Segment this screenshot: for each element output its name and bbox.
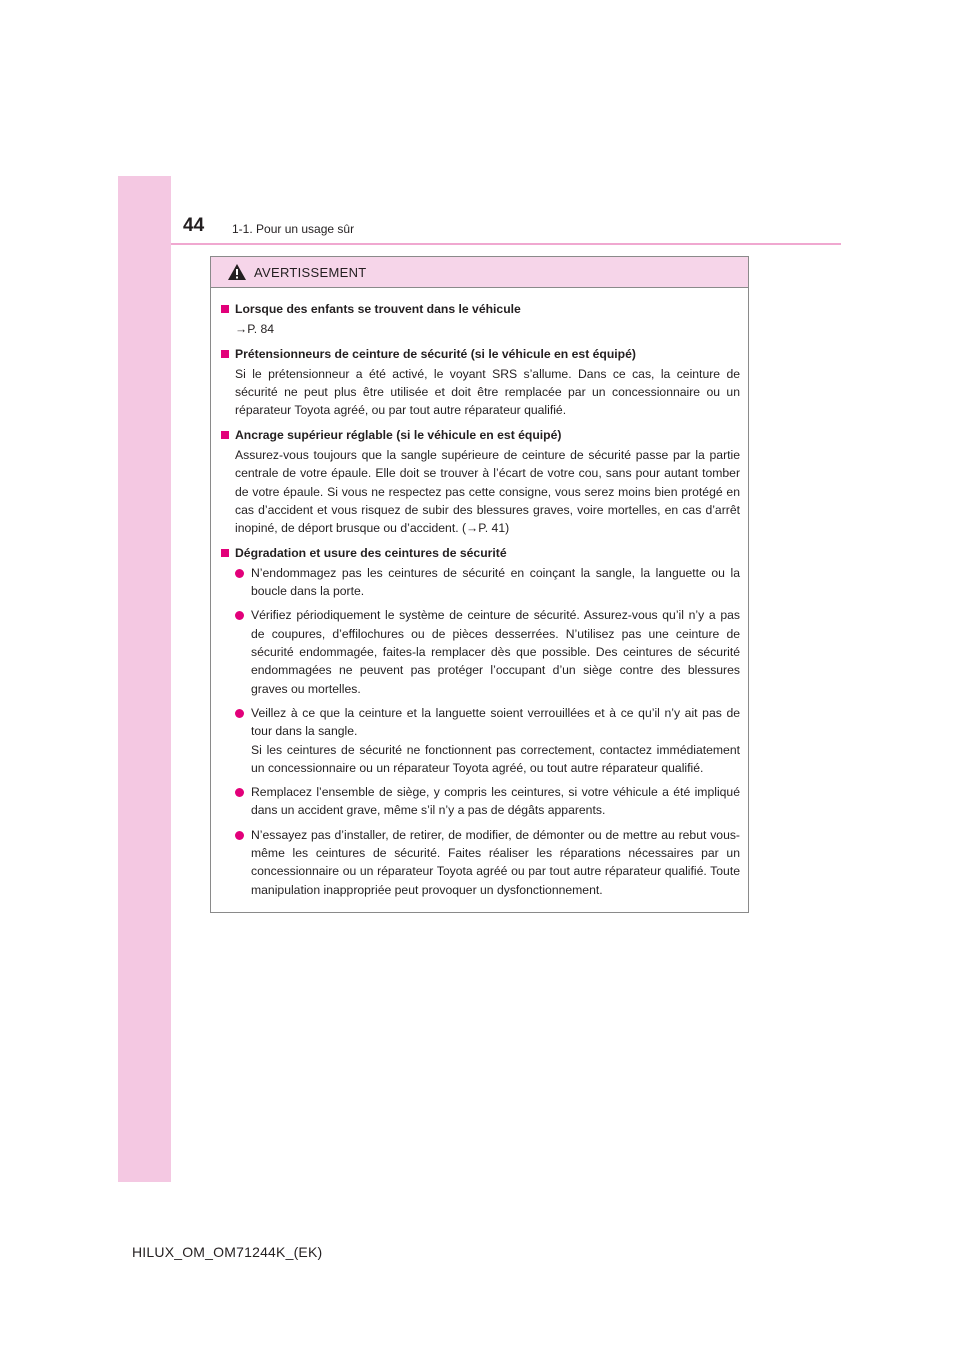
warning-box (210, 256, 749, 913)
bullet-item: Remplacez l’ensemble de siège, y compris les ceintures, si votre véhicule a été impliqué dans un accident grave, même s’il n’y a pas de dégâts apparents. (219, 783, 740, 820)
page-reference: →P. 84 (235, 322, 275, 337)
square-bullet-icon (221, 350, 229, 358)
warning-body (211, 288, 748, 899)
page-number: 44 (183, 215, 205, 236)
square-bullet-icon (221, 549, 229, 557)
square-bullet-icon (221, 305, 229, 313)
header-rule (171, 243, 841, 245)
side-color-strip (118, 176, 171, 1182)
square-bullet-icon (221, 431, 229, 439)
round-bullet-icon (235, 709, 244, 718)
section-heading: Lorsque des enfants se trouvent dans le véhicule (219, 300, 740, 318)
warning-title: AVERTISSEMENT (254, 265, 367, 280)
bullet-item: Vérifiez périodiquement le système de ceinture de sécurité. Assurez-vous qu’il n’y a pas de coupures, d’effilochures ou de pièces desserrées. N’utilisez pas une ceinture de sécurité endommagée, faites-la remplacer dès que possible. Des ceintures de sécurité endommagées ne peuvent pas protéger l’occupant d’un siège contre des blessures graves ou mortelles. (219, 606, 740, 697)
section-text: Si le prétensionneur a été activé, le voyant SRS s’allume. Dans ce cas, la ceinture de sécurité ne peut plus être utilisée et doit être remplacée par un concessionnaire ou un réparateur Toyota agréé, ou par tout autre réparateur qualifié. (235, 366, 740, 418)
round-bullet-icon (235, 831, 244, 840)
section-text: Assurez-vous toujours que la sangle supérieure de ceinture de sécurité passe par la partie centrale de votre épaule. Elle doit se trouver à l’écart de votre cou, sans pour autant tomber de votre épaule. Si vous ne respectez pas cette consigne, vous serez moins bien protégé en cas d’accident et vous risquez de subir des blessures graves, voire mortelles, en cas d’arrêt inopiné, de déport brusque ou d’accident. (→P. 41) (235, 448, 740, 536)
section-heading: Prétensionneurs de ceinture de sécurité (si le véhicule en est équipé) (219, 345, 740, 363)
round-bullet-icon (235, 611, 244, 620)
section-heading: Ancrage supérieur réglable (si le véhicule en est équipé) (219, 426, 740, 444)
warning-header (211, 257, 748, 288)
round-bullet-icon (235, 788, 244, 797)
bullet-item: N’essayez pas d’installer, de retirer, de modifier, de démonter ou de mettre au rebut vous-même les ceintures de sécurité. Faites réaliser les réparations nécessaires par un concessionnaire ou un réparateur Toyota agréé ou par tout autre réparateur qualifié. Toute manipulation inappropriée peut provoquer un dysfonctionnement. (219, 826, 740, 899)
bullet-item: Veillez à ce que la ceinture et la languette soient verrouillées et à ce qu’il n’y ait pas de tour dans la sangle. Si les ceintures de sécurité ne fonctionnent pas correctement, contactez immédiatement un concessionnaire ou un réparateur Toyota agréé, ou tout autre réparateur qualifié. (219, 704, 740, 777)
warning-triangle-icon (227, 263, 247, 281)
round-bullet-icon (235, 569, 244, 578)
bullet-item: N’endommagez pas les ceintures de sécurité en coinçant la sangle, la languette ou la boucle dans la porte. (219, 564, 740, 601)
section-heading: Dégradation et usure des ceintures de sécurité (219, 544, 740, 562)
document-code: HILUX_OM_OM71244K_(EK) (132, 1244, 323, 1260)
section-title: 1-1. Pour un usage sûr (232, 222, 355, 236)
